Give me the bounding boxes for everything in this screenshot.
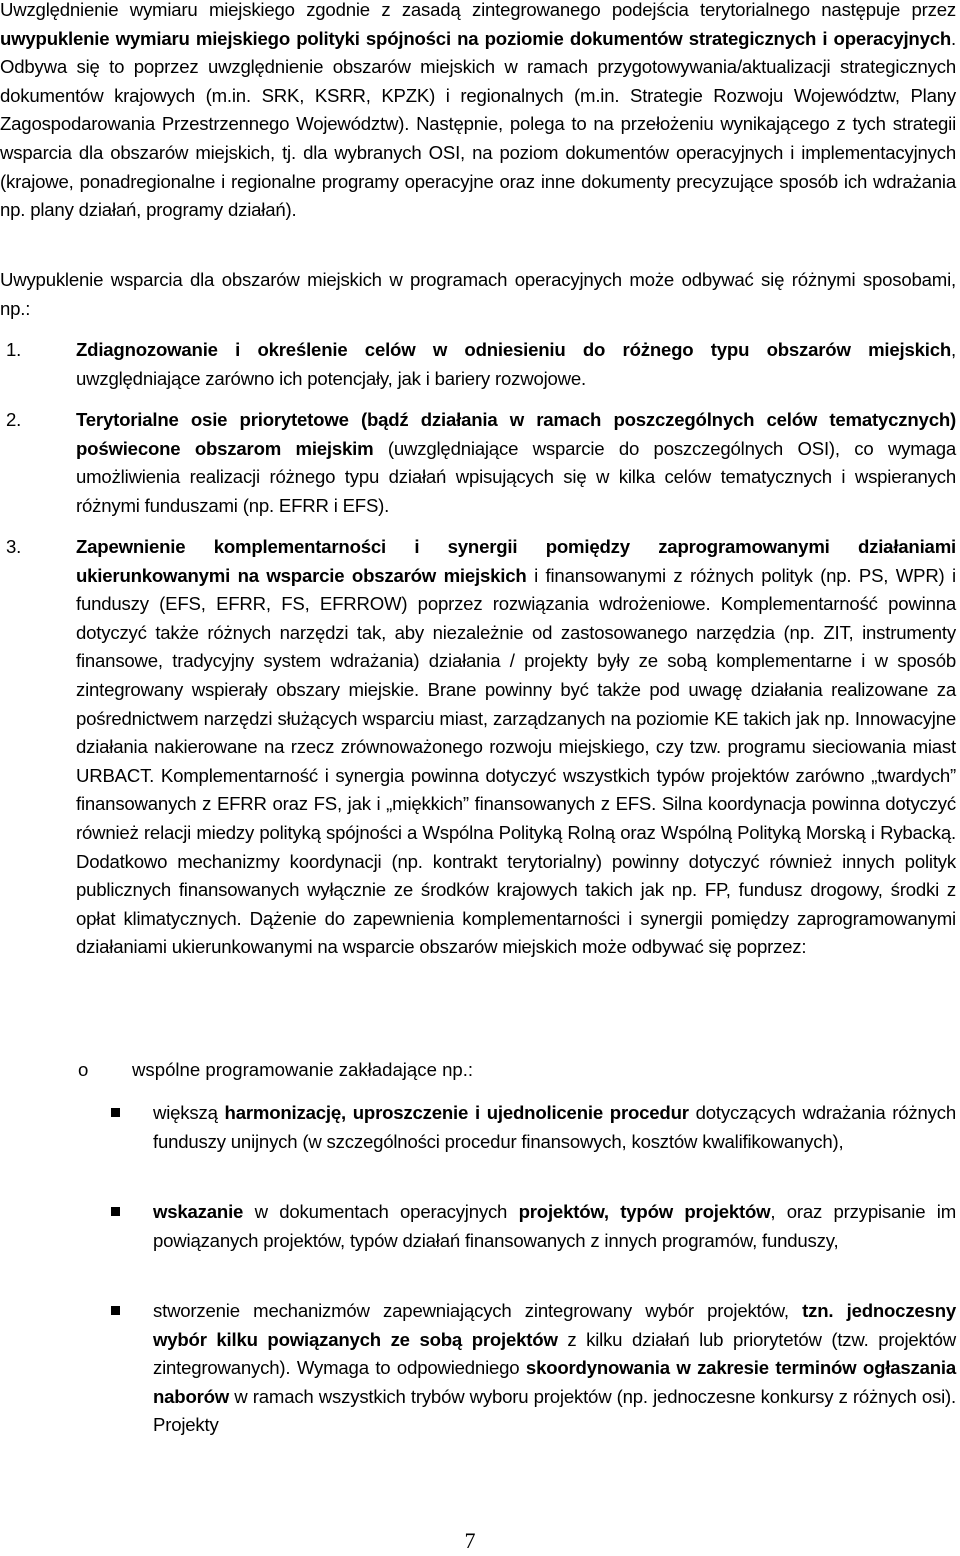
intro-text-1: Uwzględnienie wymiaru miejskiego zgodnie z zasadą zintegrowanego podejścia terytorialnego następuje przez bbox=[0, 0, 956, 20]
page-number: 7 bbox=[464, 1528, 476, 1553]
bullet-text: w dokumentach operacyjnych bbox=[243, 1201, 519, 1222]
list-number: 2. bbox=[6, 409, 22, 430]
list-number: 3. bbox=[6, 536, 22, 557]
bullet-item-1 bbox=[0, 1099, 956, 1156]
square-bullet-icon bbox=[111, 1306, 120, 1315]
bullet-text: , oraz przypisanie im powiązanych projektów, typów działań finansowanych z innych programów, funduszy, bbox=[153, 1201, 956, 1251]
list-item-text: i finansowanymi z różnych polityk (np. PS, WPR) i funduszy (EFS, EFRR, FS, EFRROW) poprzez rozwiązania wdrożeniowe. Komplementarność powinna dotyczyć także różnych narzędzi tak, aby niezależnie od zastosowanego narzędzia (np. ZIT, instrumenty finansowe, tradycyjny system wdrażania) działania / projekty były ze sobą komplementarne i w sposób zintegrowany wspierały obszary miejskie. Brane powinny być także pod uwagę działania realizowane za pośrednictwem narzędzi służących wsparciu miast, zarządzanych na poziomie KE takich jak np. Innowacyjne działania nakierowane na rzecz zrównoważonego rozwoju miejskiego, czy tzw. programu sieciowania miast URBACT. Komplementarność i synergia powinna dotyczyć wszystkich typów projektów zarówno „twardych” finansowanych z EFRR oraz FS, jak i „miękkich” finansowanych z EFS. Silna koordynacja powinna dotyczyć również relacji miedzy polityką spójności a Wspólna Polityką Rolną oraz Wspólną Polityką Morską i Rybacką. Dodatkowo mechanizmy koordynacji (np. kontrakt terytorialny) powinny dotyczyć również innych polityk publicznych finansowanych wyłącznie ze środków krajowych takich jak np. FP, fundusz drogowy, środki z opłat klimatycznych. Dążenie do zapewnienia komplementarności i synergii pomiędzy zaprogramowanymi działaniami ukierunkowanymi na wsparcie obszarów miejskich może odbywać się poprzez: bbox=[76, 564, 956, 958]
list-item-bold: Zdiagnozowanie i określenie celów w odniesieniu do różnego typu obszarów miejskich bbox=[76, 339, 952, 360]
bullet-text: dotyczących wdrażania różnych funduszy unijnych (w szczególności procedur finansowych, kosztów kwalifikowanych), bbox=[153, 1102, 956, 1152]
bullet-bold: harmonizację, uproszczenie i ujednolicenie procedur bbox=[224, 1102, 689, 1123]
bullet-bold: wskazanie bbox=[153, 1201, 244, 1222]
bullet-bold: skoordynowania w zakresie terminów ogłaszania naborów bbox=[153, 1357, 956, 1407]
list-number: 1. bbox=[6, 339, 22, 360]
sub-list-item bbox=[0, 1056, 956, 1085]
lead-paragraph: Uwypuklenie wsparcia dla obszarów miejskich w programach operacyjnych może odbywać się różnymi sposobami, np.: bbox=[0, 269, 956, 319]
bullet-text: w ramach wszystkich trybów wyboru projektów (np. jednoczesne konkursy z różnych osi). Projekty bbox=[153, 1385, 956, 1436]
circle-bullet-icon: o bbox=[78, 1059, 89, 1080]
list-item-3 bbox=[0, 533, 956, 962]
square-bullet-icon bbox=[111, 1108, 120, 1117]
bullet-bold: tzn. jednoczesny wybór kilku powiązanych ze sobą projektów bbox=[153, 1300, 956, 1350]
list-item-1 bbox=[0, 336, 956, 393]
square-bullet-icon bbox=[111, 1207, 120, 1216]
intro-paragraph bbox=[0, 0, 956, 225]
bullet-text: z kilku działań lub priorytetów (tzw. projektów zintegrowanych). Wymaga to odpowiedniego bbox=[153, 1328, 956, 1379]
bullet-item-3 bbox=[0, 1297, 956, 1440]
sub-list-text: wspólne programowanie zakładające np.: bbox=[132, 1059, 474, 1080]
intro-text-2: . Odbywa się to poprzez uwzględnienie obszarów miejskich w ramach przygotowywania/aktualizacji strategicznych dokumentów krajowych (m.in. SRK, KSRR, KPZK) i regionalnych (m.in. Strategie Rozwoju Województw, Plany Zagospodarowania Przestrzennego Województw). Następnie, polega to na przełożeniu wynikającego z tych strategii wsparcia dla obszarów miejskich, tj. dla wybranych OSI, na poziom dokumentów operacyjnych i implementacyjnych (krajowe, ponadregionalne i regionalne programy operacyjne oraz inne dokumenty precyzujące sposób ich wdrażania np. plany działań, programy działań). bbox=[0, 27, 956, 221]
intro-bold: uwypuklenie wymiaru miejskiego polityki spójności na poziomie dokumentów strategicznych i operacyjnych bbox=[0, 27, 952, 49]
bullet-item-2 bbox=[0, 1198, 956, 1255]
bullet-bold: projektów, typów projektów bbox=[518, 1201, 771, 1222]
list-item-bold: Zapewnienie komplementarności i synergii pomiędzy zaprogramowanymi działaniami ukierunkowanymi na wsparcie obszarów miejskich bbox=[76, 536, 956, 586]
list-item-text: (uwzględniające wsparcie do poszczególnych OSI), co wymaga umożliwienia realizacji różnego typu działań wpisujących się w kilka celów tematycznych i wspieranych różnymi funduszami (np. EFRR i EFS). bbox=[76, 437, 956, 516]
list-item-2 bbox=[0, 406, 956, 520]
list-item-bold: Terytorialne osie priorytetowe (bądź działania w ramach poszczególnych celów tematycznych) poświecone obszarom miejskim bbox=[76, 409, 956, 459]
list-item-text: , uwzględniające zarówno ich potencjały, jak i bariery rozwojowe. bbox=[76, 339, 956, 389]
bullet-text: stworzenie mechanizmów zapewniających zintegrowany wybór projektów, bbox=[153, 1300, 803, 1321]
bullet-text: większą bbox=[153, 1102, 225, 1123]
